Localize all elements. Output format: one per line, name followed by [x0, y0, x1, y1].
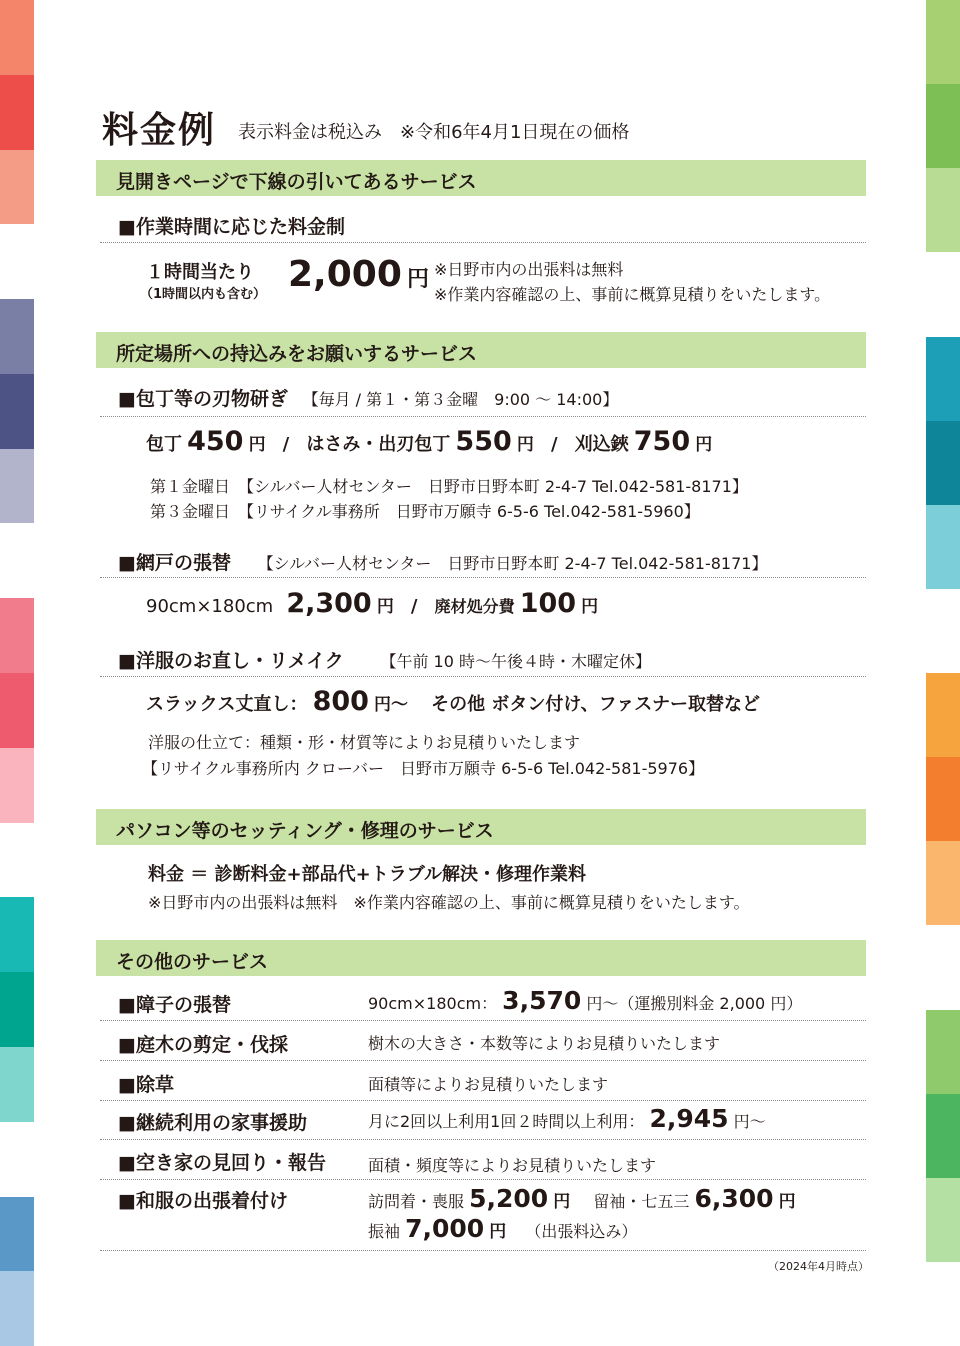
- vacant-house-value: 面積・頻度等によりお見積りいたします: [368, 1156, 657, 1175]
- kimono-prices-row1: [368, 1184, 796, 1213]
- stripe-segment: [0, 374, 34, 449]
- kimono-label: ■和服の出張着付け: [118, 1190, 288, 1212]
- divider: [100, 577, 866, 578]
- separator: /: [550, 434, 558, 455]
- stripe-segment: [926, 84, 960, 168]
- stripe-segment: [0, 449, 34, 524]
- stripe-segment: [926, 337, 960, 421]
- section-band-pc-services: [96, 809, 866, 845]
- stripe-segment: [0, 299, 34, 374]
- stripe-segment: [0, 1122, 34, 1197]
- divider: [100, 1060, 866, 1061]
- stripe-segment: [926, 252, 960, 336]
- stripe-segment: [926, 589, 960, 673]
- kimono-item: 訪問着・喪服: [368, 1192, 465, 1211]
- housework-price: [368, 1104, 766, 1133]
- stripe-segment: [926, 757, 960, 841]
- page-title: 料金例: [102, 110, 217, 151]
- kimono-item: 振袖: [368, 1222, 401, 1241]
- hourly-rate-label: １時間当たり: [146, 262, 254, 283]
- separator: /: [410, 596, 418, 617]
- hourly-note-travel: ※日野市内の出張料は無料: [434, 260, 624, 279]
- disposal-fee: 100: [519, 588, 577, 619]
- pc-fee-note: ※日野市内の出張料は無料 ※作業内容確認の上、事前に概算見積りをいたします。: [148, 893, 750, 912]
- stripe-segment: [0, 523, 34, 598]
- heading-text: ■網戸の張替: [118, 552, 231, 574]
- slacks-price: 800: [312, 686, 369, 717]
- stripe-segment: [0, 897, 34, 972]
- section-band-bring-in-services: [96, 332, 866, 368]
- yen-unit: 円: [778, 1192, 796, 1212]
- stripe-segment: [926, 505, 960, 589]
- heading-text: ■洋服のお直し・リメイク: [118, 650, 344, 672]
- stripe-segment: [926, 1094, 960, 1178]
- yen-unit: 円: [489, 1222, 507, 1242]
- stripe-segment: [0, 1197, 34, 1272]
- stripe-segment: [926, 1262, 960, 1346]
- yen-unit: 円: [581, 597, 599, 617]
- screen-size: 90cm×180cm: [146, 596, 274, 617]
- hourly-rate-sublabel: （1時間以内も含む）: [140, 287, 267, 302]
- knife-schedule: 【毎月 / 第１・第３金曜 9:00 ～ 14:00】: [302, 390, 619, 409]
- stripe-segment: [926, 1178, 960, 1262]
- left-color-stripe: [0, 0, 34, 1346]
- knife-prices: [146, 426, 712, 457]
- yen-unit: 円: [248, 435, 266, 455]
- knife-price: 450: [187, 426, 244, 457]
- stripe-segment: [0, 748, 34, 823]
- housework-condition: 月に2回以上利用1回２時間以上利用：: [368, 1112, 645, 1131]
- stripe-segment: [0, 598, 34, 673]
- yen-unit: 円: [516, 435, 534, 455]
- page-subtitle: 表示料金は税込み ※令和6年4月1日現在の価格: [238, 122, 630, 143]
- kimono-item: 留袖・七五三: [593, 1192, 690, 1211]
- divider: [100, 242, 866, 243]
- kimono-price: 7,000: [405, 1214, 485, 1243]
- scissors-item: はさみ・出刃包丁: [306, 434, 451, 455]
- price-value: 2,000: [288, 254, 402, 295]
- yen-unit: 円: [376, 597, 394, 617]
- screen-price: 2,300: [286, 588, 372, 619]
- stripe-segment: [926, 673, 960, 757]
- clothes-tailoring-note: 洋服の仕立て：種類・形・材質等によりお見積りいたします: [148, 733, 581, 752]
- shears-price: 750: [633, 426, 691, 457]
- hourly-note-estimate: ※作業内容確認の上、事前に概算見積りをいたします。: [434, 285, 831, 304]
- screen-door-prices: [146, 588, 598, 619]
- knife-location-third-friday: 第３金曜日 【リサイクル事務所 日野市万願寺 6-5-6 Tel.042-581-5960】: [150, 502, 700, 521]
- hourly-rate-heading: ■作業時間に応じた料金制: [118, 216, 345, 238]
- stripe-segment: [0, 673, 34, 748]
- divider: [100, 1100, 866, 1101]
- stripe-segment: [0, 1271, 34, 1346]
- vacant-house-label: ■空き家の見回り・報告: [118, 1152, 326, 1174]
- section-band-label: パソコン等のセッティング・修理のサービス: [116, 820, 494, 842]
- housework-price-value: 2,945: [649, 1104, 729, 1133]
- weeding-label: ■除草: [118, 1074, 174, 1096]
- stripe-segment: [926, 925, 960, 1009]
- hourly-rate-price: [288, 254, 429, 295]
- housework-label: ■継続利用の家事援助: [118, 1112, 307, 1134]
- pc-fee-formula: 料金 ＝ 診断料金+部品代+トラブル解決・修理作業料: [148, 864, 586, 885]
- divider: [100, 1179, 866, 1180]
- stripe-segment: [926, 421, 960, 505]
- stripe-segment: [0, 0, 34, 75]
- knife-sharpening-heading: [118, 384, 618, 411]
- clothes-location: 【リサイクル事務所内 クローバー 日野市万願寺 6-5-6 Tel.042-581-5976】: [142, 759, 705, 778]
- screen-door-heading: [118, 548, 767, 575]
- stripe-segment: [0, 224, 34, 299]
- yen-unit: 円～: [374, 695, 409, 715]
- section-band-label: 所定場所への持込みをお願いするサービス: [116, 343, 478, 365]
- shoji-price-value: 3,570: [502, 986, 582, 1015]
- slacks-label: スラックス丈直し：: [146, 694, 308, 715]
- knife-location-first-friday: 第１金曜日 【シルバー人材センター 日野市日野本町 2-4-7 Tel.042-581-8171】: [150, 477, 748, 496]
- section-band-label: その他のサービス: [116, 951, 269, 973]
- shoji-price-suffix: 円～（運搬別料金 2,000 円）: [586, 994, 803, 1013]
- screen-location: 【シルバー人材センター 日野市日野本町 2-4-7 Tel.042-581-8171】: [257, 554, 768, 573]
- garden-value: 樹木の大きさ・本数等によりお見積りいたします: [368, 1034, 721, 1053]
- stripe-segment: [0, 75, 34, 150]
- section-band-label: 見開きページで下線の引いてあるサービス: [116, 171, 477, 193]
- kimono-prices-row2: [368, 1214, 637, 1243]
- clothes-prices: [146, 686, 760, 717]
- shoji-size: 90cm×180cm：: [368, 994, 498, 1013]
- clothes-alteration-heading: [118, 646, 651, 673]
- disposal-fee-label: 廃材処分費: [434, 597, 515, 616]
- heading-text: ■包丁等の刃物研ぎ: [118, 388, 288, 410]
- stripe-segment: [926, 168, 960, 252]
- stripe-segment: [0, 1047, 34, 1122]
- separator: /: [282, 434, 290, 455]
- stripe-segment: [0, 823, 34, 898]
- kimono-note: （出張料込み）: [525, 1222, 638, 1241]
- yen-unit: 円: [553, 1192, 571, 1212]
- section-band-other-services: [96, 940, 866, 976]
- shears-item: 刈込鋏: [574, 434, 629, 455]
- shoji-label: ■障子の張替: [118, 994, 231, 1016]
- shoji-price: [368, 986, 802, 1015]
- garden-label: ■庭木の剪定・伐採: [118, 1034, 288, 1056]
- section-band-underlined-services: [96, 160, 866, 196]
- kimono-price: 5,200: [469, 1184, 549, 1213]
- clothes-hours: 【午前 10 時～午後４時・木曜定休】: [380, 652, 651, 671]
- kimono-price: 6,300: [694, 1184, 774, 1213]
- stripe-segment: [926, 841, 960, 925]
- yen-unit: 円: [406, 267, 429, 292]
- weeding-value: 面積等によりお見積りいたします: [368, 1075, 609, 1094]
- stripe-segment: [926, 0, 960, 84]
- footer-date: （2024年4月時点）: [768, 1260, 869, 1273]
- clothes-other: その他 ボタン付け、ファスナー取替など: [431, 694, 760, 715]
- divider: [100, 1250, 866, 1251]
- divider: [100, 1139, 866, 1140]
- scissors-price: 550: [455, 426, 512, 457]
- yen-unit: 円: [695, 435, 713, 455]
- divider: [100, 1020, 866, 1021]
- stripe-segment: [0, 972, 34, 1047]
- knife-item: 包丁: [146, 434, 182, 455]
- housework-price-suffix: 円～: [733, 1112, 766, 1131]
- stripe-segment: [926, 1010, 960, 1094]
- divider: [100, 416, 866, 417]
- stripe-segment: [0, 150, 34, 225]
- divider: [100, 676, 866, 677]
- right-color-stripe: [926, 0, 960, 1346]
